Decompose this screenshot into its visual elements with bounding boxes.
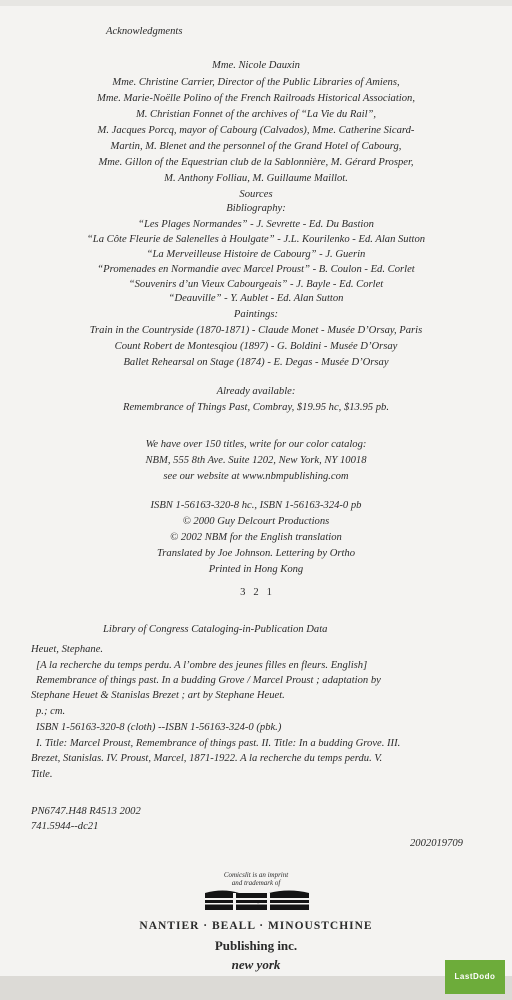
imprint-note: and trademark of xyxy=(231,879,281,887)
paintings-title: Paintings: xyxy=(233,309,279,320)
loc-line: Title. xyxy=(31,769,53,780)
loc-line: p.; cm. xyxy=(36,706,66,717)
loc-line: Stephane Heuet & Stanislas Brezet ; art by Stephane Heuet. xyxy=(31,690,285,701)
loc-line: ISBN 1-56163-320-8 (cloth) --ISBN 1-56163-324-0 (pbk.) xyxy=(36,722,282,733)
bibliography-title: Bibliography: xyxy=(226,203,286,214)
acknowledgment-line: Mme. Nicole Dauxin xyxy=(212,60,300,71)
watermark-text: LastDodo xyxy=(454,972,496,981)
loc-line: Heuet, Stephane. xyxy=(31,644,104,655)
publisher-address: NBM, 555 8th Ave. Suite 1202, New York, NY 10018 xyxy=(145,455,367,466)
painting-entry: Train in the Countryside (1870-1871) - Claude Monet - Musée D’Orsay, Paris xyxy=(89,325,423,336)
bibliography-entry: “Les Plages Normandes” - J. Sevrette - Ed. Du Bastion xyxy=(138,219,374,230)
acknowledgment-line: M. Jacques Porcq, mayor of Cabourg (Calvados), Mme. Catherine Sicard- xyxy=(97,125,415,136)
nbm-logo xyxy=(203,890,311,912)
logo-text: NBM xyxy=(257,904,260,905)
loc-line: I. Title: Marcel Proust, Remembrance of things past. II. Title: In a budding Grove. III. xyxy=(36,738,401,749)
catalog-note: We have over 150 titles, write for our color catalog: xyxy=(145,439,367,450)
loc-line: [A la recherche du temps perdu. A l’ombre des jeunes filles en fleurs. English] xyxy=(36,660,368,671)
copyright-line: © 2002 NBM for the English translation xyxy=(170,532,342,543)
isbn-line: ISBN 1-56163-320-8 hc., ISBN 1-56163-324-0 pb xyxy=(150,500,362,511)
painting-entry: Count Robert de Montesqiou (1897) - G. Boldini - Musée D’Orsay xyxy=(114,341,398,352)
dewey-number: 741.5944--dc21 xyxy=(31,821,99,832)
call-number: PN6747.H48 R4513 2002 xyxy=(31,806,141,817)
sources-title: Sources xyxy=(239,189,273,200)
acknowledgment-line: Martin, M. Blenet and the personnel of the Grand Hotel of Cabourg, xyxy=(110,141,402,152)
bibliography-entry: “Promenades en Normandie avec Marcel Proust” - B. Coulon - Ed. Corlet xyxy=(97,264,415,275)
bibliography-entry: “La Merveilleuse Histoire de Cabourg” - J. Guerin xyxy=(146,249,366,260)
bibliography-entry: “La Côte Fleurie de Salenelles à Houlgate” - J.L. Kourilenko - Ed. Alan Sutton xyxy=(86,234,426,245)
bibliography-entry: “Deauville” - Y. Aublet - Ed. Alan Sutton xyxy=(168,293,344,304)
loc-line: Brezet, Stanislas. IV. Proust, Marcel, 1871-1922. A la recherche du temps perdu. V. xyxy=(31,753,383,764)
already-available-entry: Remembrance of Things Past, Combray, $19.95 hc, $13.95 pb. xyxy=(122,402,389,413)
bibliography-entry: “Souvenirs d’un Vieux Cabourgeais” - J. Bayle - Ed. Corlet xyxy=(128,279,384,290)
acknowledgment-line: M. Christian Fonnet of the archives of “La Vie du Rail”, xyxy=(135,109,377,120)
acknowledgments-header: Acknowledgments xyxy=(106,26,183,37)
loc-line: Remembrance of things past. In a budding Grove / Marcel Proust ; adaptation by xyxy=(36,675,381,686)
top-edge xyxy=(0,0,512,6)
watermark-badge xyxy=(445,960,505,994)
acknowledgment-line: Mme. Gillon of the Equestrian club de la Sablonnière, M. Gérard Prosper, xyxy=(98,157,414,168)
credits-line: Translated by Joe Johnson. Lettering by Ortho xyxy=(156,548,356,559)
copyright-line: © 2000 Guy Delcourt Productions xyxy=(182,516,330,527)
already-available-title: Already available: xyxy=(216,386,296,397)
imprint-note: Comicslit is an imprint xyxy=(223,871,289,879)
printed-in-line: Printed in Hong Kong xyxy=(208,564,304,575)
painting-entry: Ballet Rehearsal on Stage (1874) - E. Degas - Musée D’Orsay xyxy=(123,357,389,368)
publisher-city: new york xyxy=(231,957,281,972)
website-note: see our website at www.nbmpublishing.com xyxy=(163,471,349,482)
publisher-company: Publishing inc. xyxy=(214,938,298,953)
print-run-numbers: 3 2 1 xyxy=(240,587,272,598)
acknowledgment-line: Mme. Christine Carrier, Director of the Public Libraries of Amiens, xyxy=(112,77,400,88)
bottom-edge xyxy=(0,976,512,1000)
loc-title: Library of Congress Cataloging-in-Publication Data xyxy=(103,624,328,635)
acknowledgment-line: Mme. Marie-Noëlle Polino of the French Railroads Historical Association, xyxy=(97,93,415,104)
publisher-name: NANTIER · BEALL · MINOUSTCHINE xyxy=(139,920,373,932)
acknowledgment-line: M. Anthony Folliau, M. Guillaume Maillot. xyxy=(164,173,348,184)
loc-control-number: 2002019709 xyxy=(410,838,463,849)
